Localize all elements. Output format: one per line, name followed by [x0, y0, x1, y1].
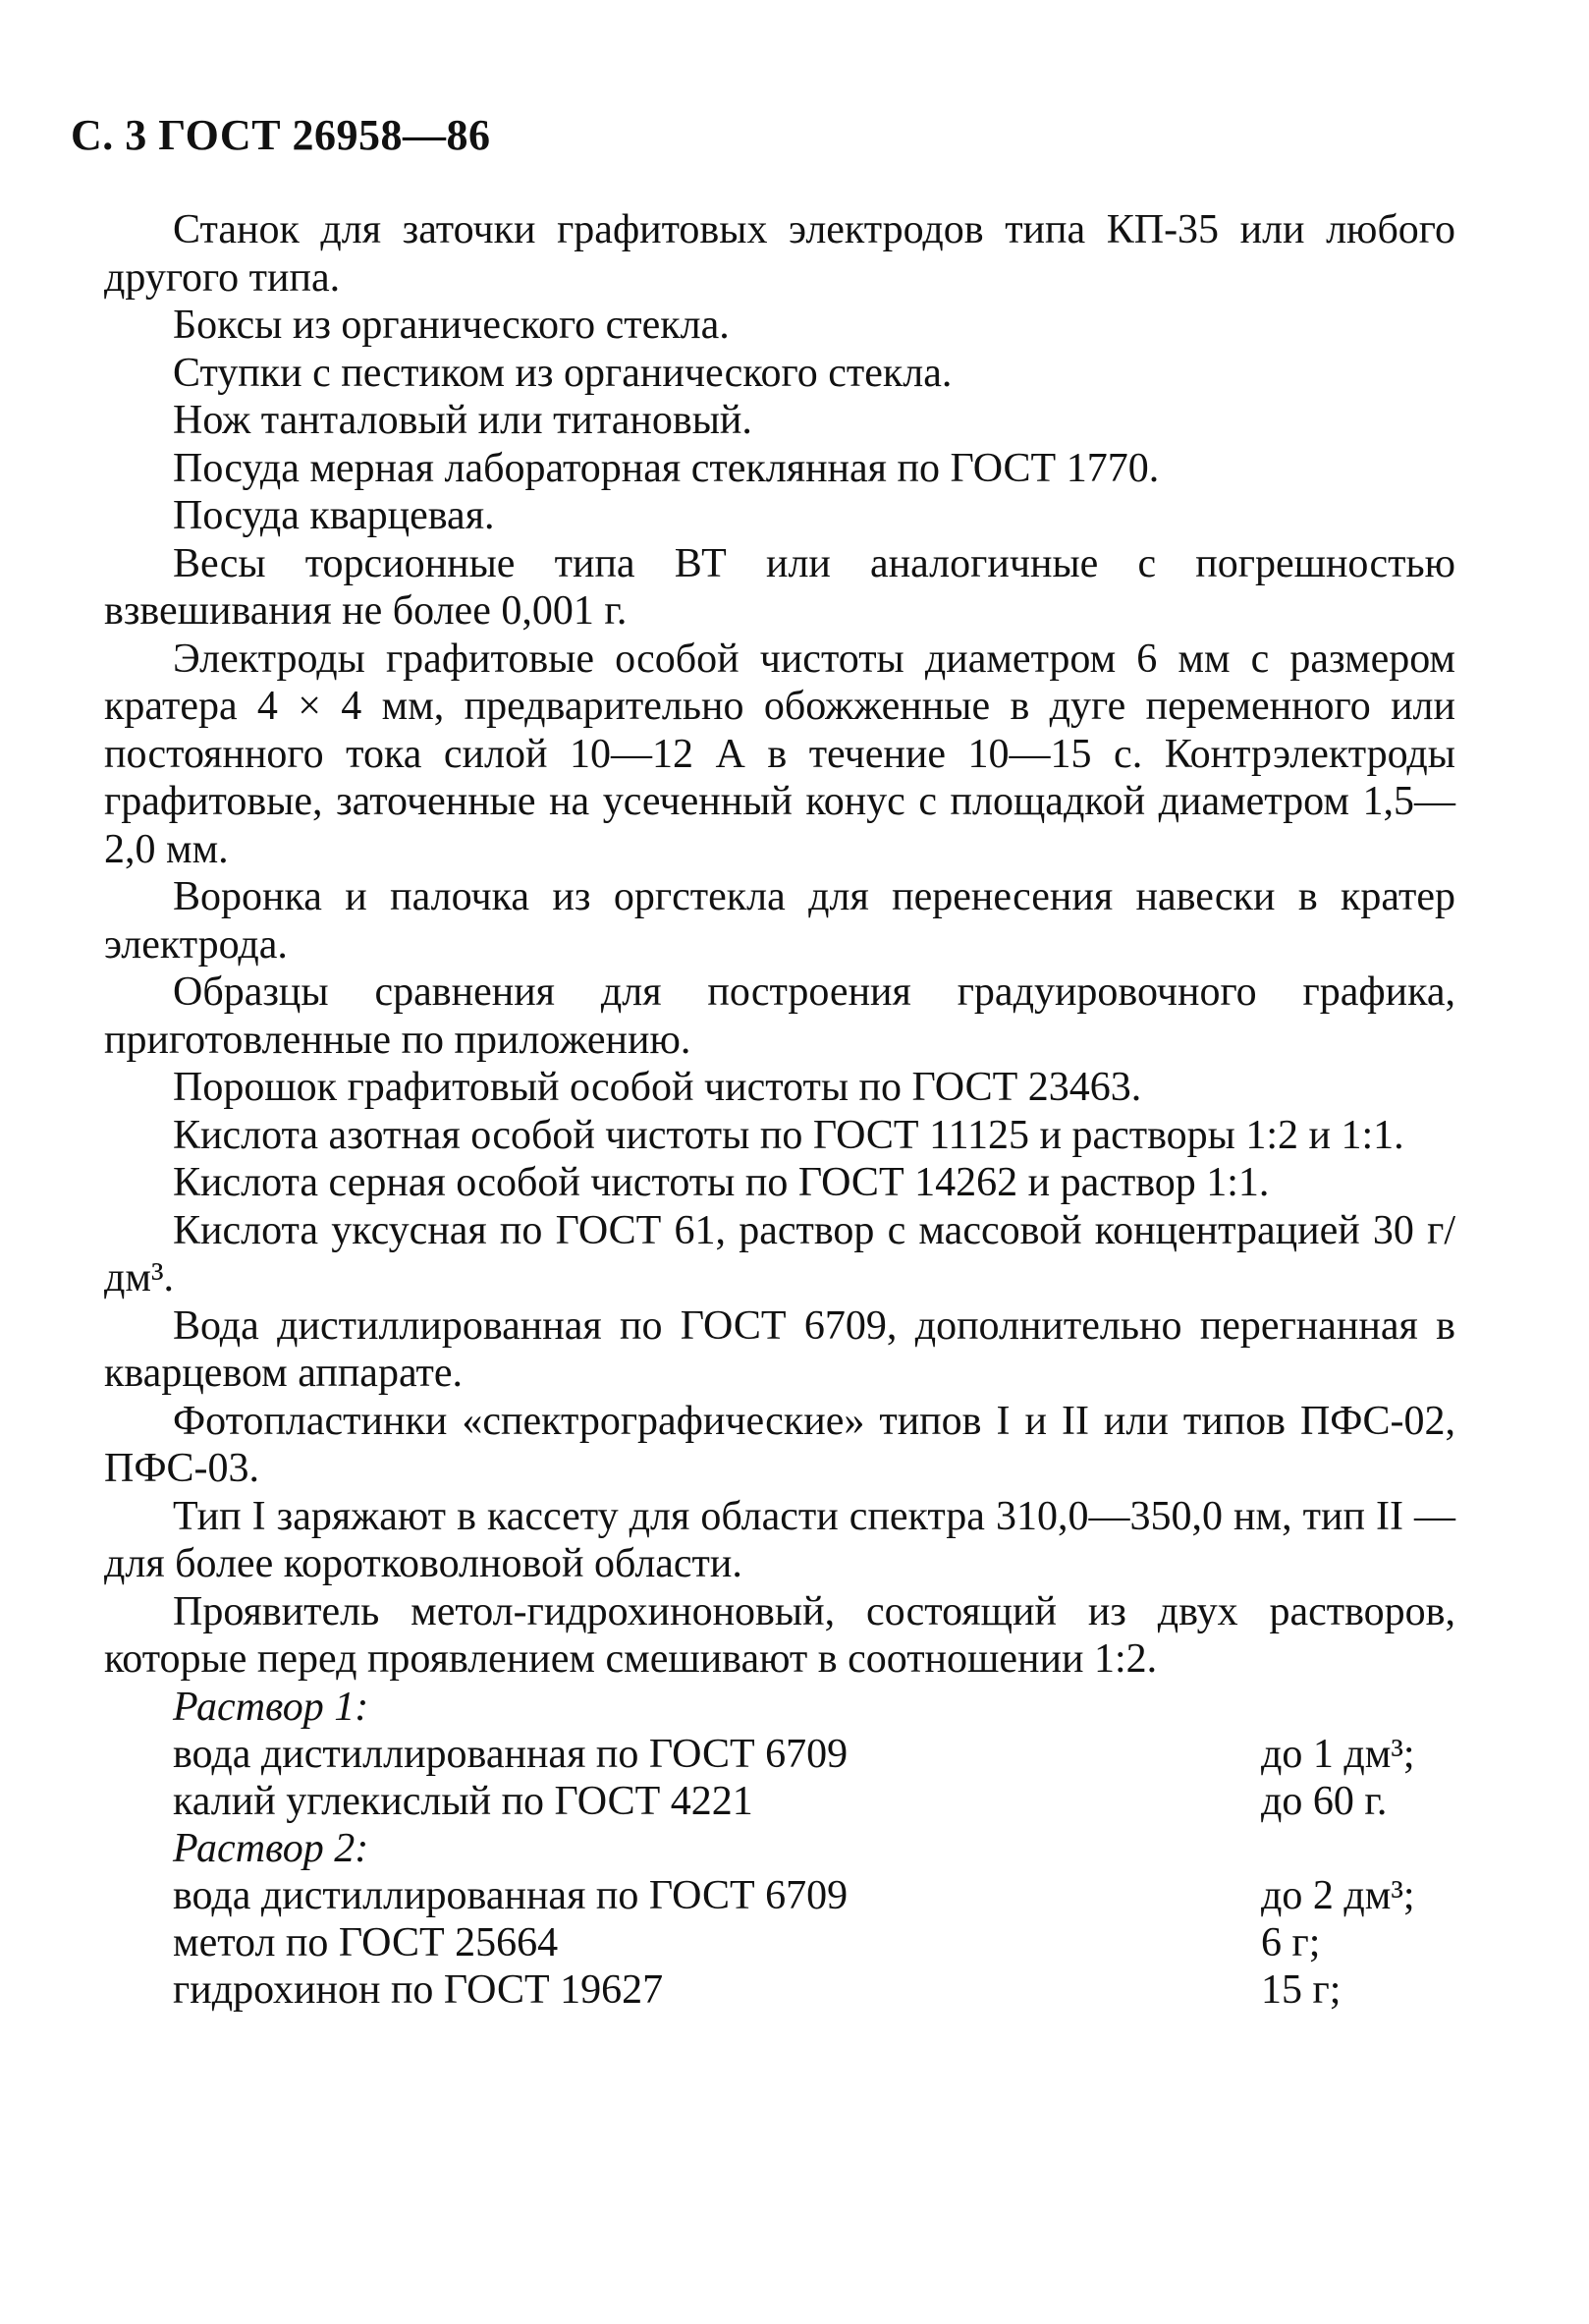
paragraph: Воронка и палочка из оргстекла для перенесения навески в кратер электрода.: [104, 874, 1455, 968]
solution-2-title: Раствор 2:: [173, 1825, 369, 1871]
paragraph: Станок для заточки графитовых электродов типа КП-35 или любого другого типа.: [104, 207, 1455, 301]
solution-2-row: [104, 1919, 1455, 1966]
ingredient-amount: 6 г;: [1261, 1919, 1321, 1965]
paragraph: Фотопластинки «спектрографические» типов I и II или типов ПФС-02, ПФС-03.: [104, 1398, 1455, 1491]
ingredient-amount: до 1 дм³;: [1261, 1731, 1415, 1777]
paragraph: Посуда мерная лабораторная стеклянная по ГОСТ 1770.: [173, 445, 1160, 491]
paragraph: Порошок графитовый особой чистоты по ГОСТ 23463.: [173, 1065, 1142, 1110]
paragraph: Весы торсионные типа ВТ или аналогичные с погрешностью взвешивания не более 0,001 г.: [104, 540, 1455, 634]
paragraph: Тип I заряжают в кассету для области спектра 310,0—350,0 нм, тип II — для более коротковолновой области.: [104, 1493, 1455, 1586]
ingredient-name: метол по ГОСТ 25664: [173, 1919, 559, 1965]
paragraph: Посуда кварцевая.: [173, 493, 495, 538]
paragraph: Кислота азотная особой чистоты по ГОСТ 11125 и растворы 1:2 и 1:1.: [173, 1112, 1404, 1158]
page-header: С. 3 ГОСТ 26958—86: [71, 111, 491, 159]
paragraph: Вода дистиллированная по ГОСТ 6709, дополнительно перегнанная в кварцевом аппарате.: [104, 1302, 1455, 1396]
solution-1-title: Раствор 1:: [173, 1684, 369, 1730]
paragraph: Кислота серная особой чистоты по ГОСТ 14262 и раствор 1:1.: [173, 1160, 1270, 1205]
paragraph: Ступки с пестиком из органического стекла.: [173, 350, 953, 396]
paragraph: Образцы сравнения для построения градуировочного графика, приготовленные по приложению.: [104, 969, 1455, 1063]
ingredient-amount: 15 г;: [1261, 1966, 1342, 2013]
ingredient-name: вода дистиллированная по ГОСТ 6709: [173, 1731, 849, 1777]
ingredient-amount: до 60 г.: [1261, 1778, 1388, 1824]
ingredient-name: калий углекислый по ГОСТ 4221: [173, 1778, 753, 1824]
paragraph: Кислота уксусная по ГОСТ 61, раствор с массовой концентрацией 30 г/дм³.: [104, 1207, 1455, 1300]
ingredient-name: вода дистиллированная по ГОСТ 6709: [173, 1872, 849, 1918]
solution-2-row: [104, 1966, 1455, 2014]
ingredient-amount: до 2 дм³;: [1261, 1872, 1415, 1918]
paragraph: Нож танталовый или титановый.: [173, 398, 752, 443]
paragraph: Боксы из органического стекла.: [173, 303, 730, 348]
solution-1-row: [104, 1731, 1455, 1778]
solution-1-row: [104, 1778, 1455, 1825]
solution-2-row: [104, 1872, 1455, 1919]
document-body: [104, 206, 1455, 2014]
paragraph: Проявитель метол-гидрохиноновый, состоящий из двух растворов, которые перед проявлением смешивают в соотношении 1:2.: [104, 1588, 1455, 1682]
ingredient-name: гидрохинон по ГОСТ 19627: [173, 1966, 664, 2013]
paragraph: Электроды графитовые особой чистоты диаметром 6 мм с размером кратера 4 × 4 мм, предварительно обожженные в дуге переменного или постоянного тока силой 10—12 А в течение 10—15 с. Контрэлектроды графитовые, заточенные на усеченный конус с площадкой диаметром 1,5—2,0 мм.: [104, 636, 1455, 872]
